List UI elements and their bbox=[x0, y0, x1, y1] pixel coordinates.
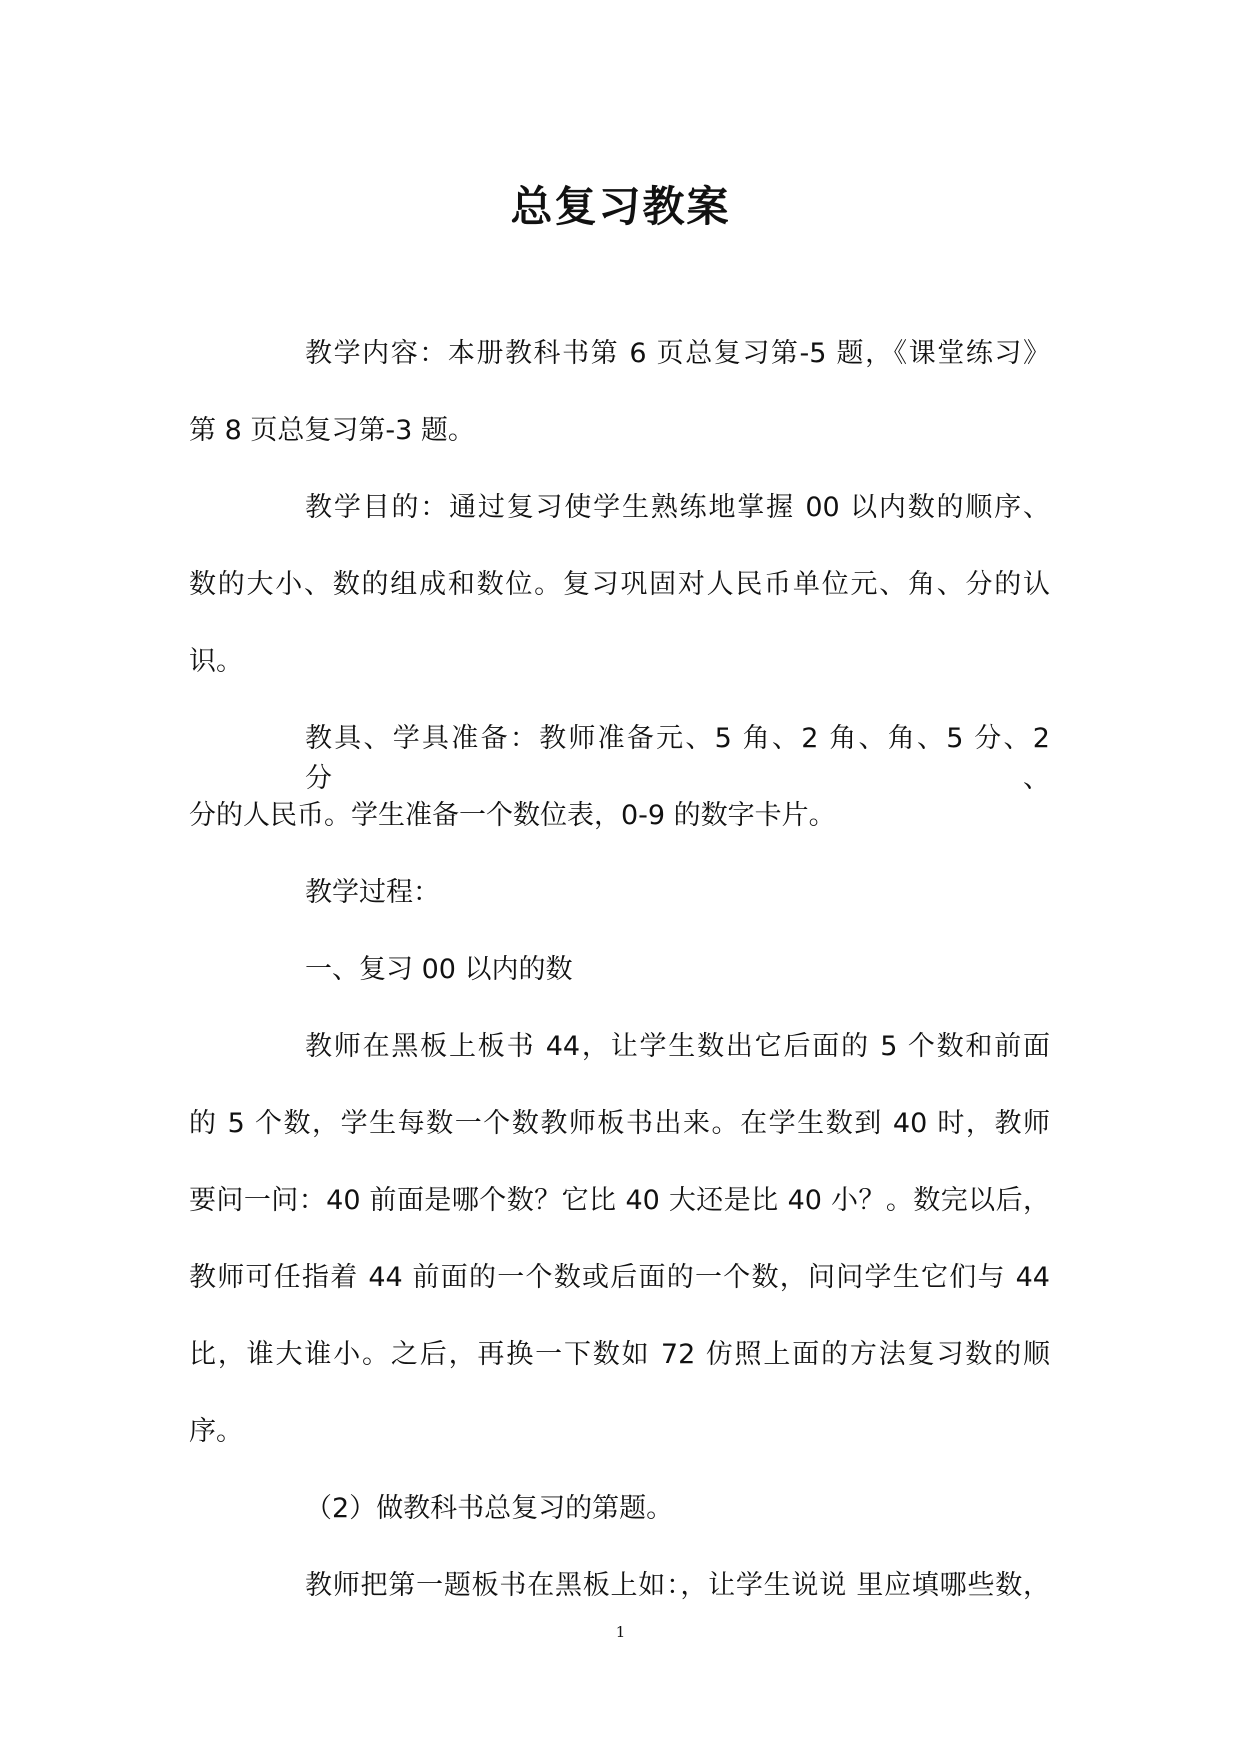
paragraph-line-7: 分的人民币。学生准备一个数位表，0-9 的数字卡片。 bbox=[189, 800, 836, 831]
paragraph-line-3: 教学目的：通过复习使学生熟练地掌握 00 以内数的顺序、 bbox=[305, 492, 1050, 523]
document-title: 总复习教案 bbox=[510, 182, 731, 232]
page-number: 1 bbox=[615, 1623, 626, 1641]
paragraph-line-1: 教学内容：本册教科书第 6 页总复习第-5 题，《课堂练习》 bbox=[305, 338, 1050, 369]
paragraph-line-11: 的 5 个数，学生每数一个数教师板书出来。在学生数到 40 时，教师 bbox=[189, 1108, 1050, 1139]
paragraph-line-10: 教师在黑板上板书 44，让学生数出它后面的 5 个数和前面 bbox=[305, 1031, 1050, 1062]
paragraph-line-15: 序。 bbox=[189, 1416, 243, 1447]
paragraph-line-8: 教学过程： bbox=[305, 877, 440, 908]
paragraph-line-6: 教具、学具准备：教师准备元、5 角、2 角、角、5 分、2 分、 bbox=[305, 723, 1050, 794]
paragraph-line-4: 数的大小、数的组成和数位。复习巩固对人民币单位元、角、分的认 bbox=[189, 569, 1050, 600]
paragraph-line-14: 比，谁大谁小。之后，再换一下数如 72 仿照上面的方法复习数的顺 bbox=[189, 1339, 1050, 1370]
paragraph-line-13: 教师可任指着 44 前面的一个数或后面的一个数，问问学生它们与 44 bbox=[189, 1262, 1050, 1293]
paragraph-line-16: （2）做教科书总复习的第题。 bbox=[305, 1493, 674, 1524]
paragraph-line-5: 识。 bbox=[189, 646, 243, 677]
section-heading: 一、复习 00 以内的数 bbox=[305, 954, 573, 985]
paragraph-line-12: 要问一问：40 前面是哪个数？它比 40 大还是比 40 小？。数完以后， bbox=[189, 1185, 1050, 1216]
paragraph-line-17: 教师把第一题板书在黑板上如：，让学生说说 里应填哪些数， bbox=[305, 1570, 1050, 1601]
paragraph-line-2: 第 8 页总复习第-3 题。 bbox=[189, 415, 475, 446]
